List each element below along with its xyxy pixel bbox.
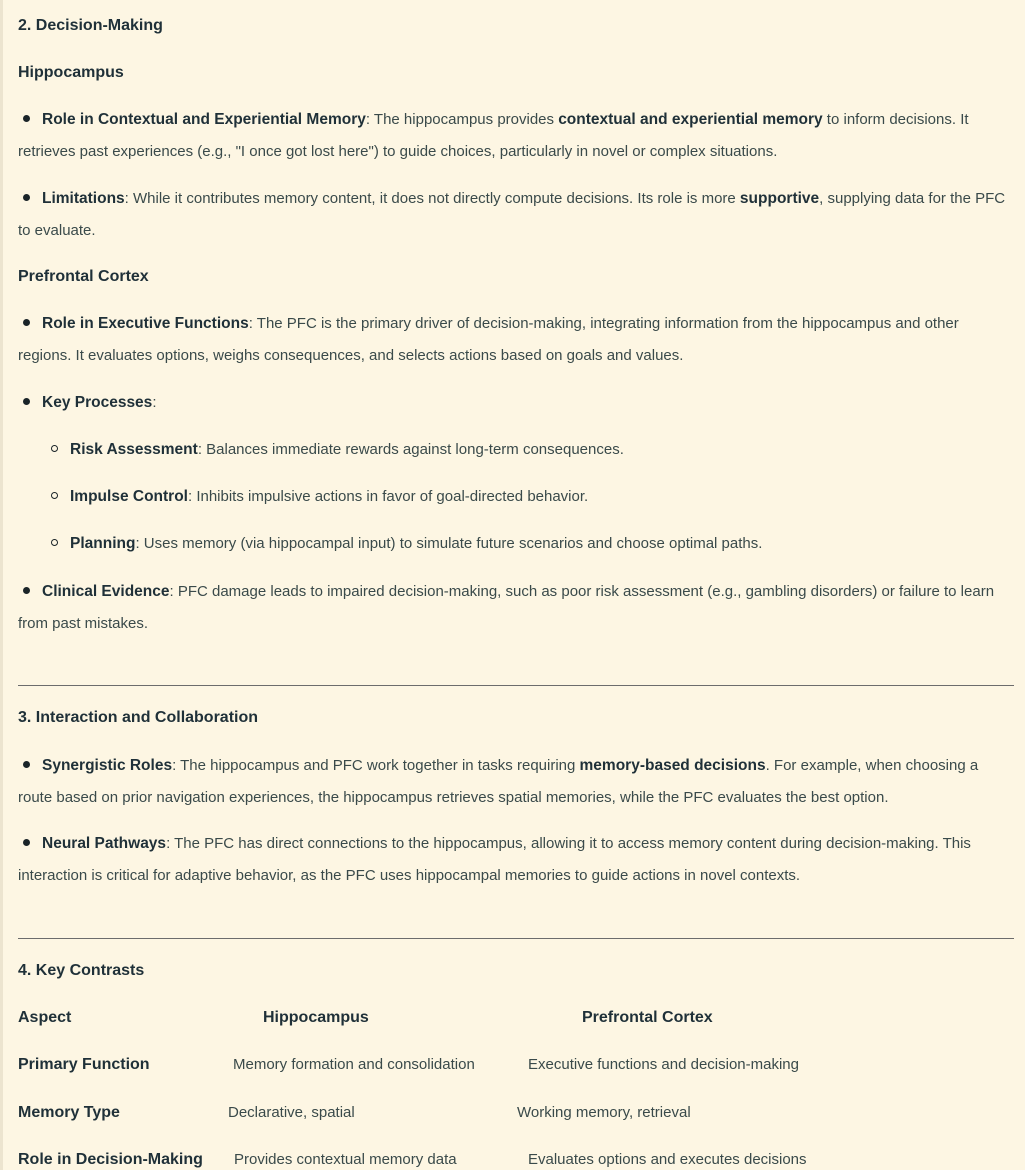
table-header-hippocampus: Hippocampus [263, 1009, 369, 1026]
bullet-icon [23, 761, 30, 768]
circle-bullet-icon [51, 445, 58, 452]
sub-item-text: : Uses memory (via hippocampal input) to simulate future scenarios and choose optimal paths. [135, 535, 763, 552]
bullet-icon [23, 587, 30, 594]
section-3-title: 3. Interaction and Collaboration [18, 709, 259, 726]
bullet-icon [23, 319, 30, 326]
sub-item-label: Impulse Control [70, 488, 188, 505]
item-label: Key Processes [42, 394, 153, 411]
sub-item-label: Risk Assessment [70, 441, 198, 458]
sub-list-item [51, 486, 588, 508]
sub-item-text: : Inhibits impulsive actions in favor of goal-directed behavior. [187, 488, 589, 505]
item-emphasis: supportive [739, 190, 820, 207]
hippocampus-heading: Hippocampus [18, 64, 124, 81]
item-label: Neural Pathways [42, 835, 167, 852]
table-row-label: Memory Type [18, 1104, 120, 1121]
bullet-icon [23, 839, 30, 846]
item-label: Role in Executive Functions [42, 315, 249, 332]
sub-list-item [51, 439, 624, 461]
table-cell: Declarative, spatial [228, 1104, 355, 1121]
bullet-icon [23, 398, 30, 405]
sub-list-item [51, 533, 762, 555]
bullet-icon [23, 194, 30, 201]
circle-bullet-icon [51, 539, 58, 546]
item-emphasis: contextual and experiential memory [558, 111, 823, 128]
item-label: Role in Contextual and Experiential Memory [42, 111, 366, 128]
table-row-label: Primary Function [18, 1056, 150, 1073]
list-item [18, 387, 1008, 419]
table-row-label: Role in Decision-Making [18, 1151, 203, 1168]
item-text: , supplying data for the PFC to evaluate. [18, 190, 1006, 239]
item-text: : The PFC has direct connections to the hippocampus, allowing it to access memory content during decision-making. This interaction is critical for adaptive behavior, as the PFC uses hippocampal memories to guide actions in novel contexts. [18, 835, 971, 884]
sub-item-text: : Balances immediate rewards against long-term consequences. [197, 441, 624, 458]
list-item [18, 104, 1008, 168]
item-text: : [152, 394, 157, 411]
table-header-pfc: Prefrontal Cortex [582, 1009, 713, 1026]
list-item [18, 828, 1008, 892]
table-header-aspect: Aspect [18, 1009, 72, 1026]
list-item [18, 308, 1008, 372]
item-text: : While it contributes memory content, it does not directly compute decisions. Its role is more [124, 190, 740, 207]
item-label: Limitations [42, 190, 125, 207]
item-text: : The hippocampus provides [365, 111, 559, 128]
item-text: to inform decisions. It retrieves past experiences (e.g., "I once got lost here") to guide choices, particularly in novel or complex situations. [18, 111, 969, 160]
item-label: Clinical Evidence [42, 583, 170, 600]
pfc-heading: Prefrontal Cortex [18, 268, 149, 285]
table-cell: Memory formation and consolidation [233, 1056, 475, 1073]
divider [18, 938, 1014, 939]
list-item [18, 576, 1008, 640]
bullet-icon [23, 115, 30, 122]
section-4-title: 4. Key Contrasts [18, 962, 145, 979]
item-text: : PFC damage leads to impaired decision-making, such as poor risk assessment (e.g., gambling disorders) or failure to learn from past mistakes. [18, 583, 995, 632]
divider [18, 685, 1014, 686]
item-text: : The PFC is the primary driver of decision-making, integrating information from the hippocampus and other regions. It evaluates options, weighs consequences, and selects actions based on goals and values. [18, 315, 959, 364]
table-cell: Evaluates options and executes decisions [528, 1151, 807, 1168]
list-item [18, 183, 1008, 247]
circle-bullet-icon [51, 492, 58, 499]
table-cell: Provides contextual memory data [234, 1151, 457, 1168]
table-cell: Working memory, retrieval [517, 1104, 691, 1121]
item-text: . For example, when choosing a route based on prior navigation experiences, the hippocampus retrieves spatial memories, while the PFC evaluates the best option. [18, 757, 979, 806]
sub-item-label: Planning [70, 535, 136, 552]
table-cell: Executive functions and decision-making [528, 1056, 799, 1073]
section-2-title: 2. Decision-Making [18, 17, 163, 34]
item-text: : The hippocampus and PFC work together in tasks requiring [172, 757, 580, 774]
item-label: Synergistic Roles [42, 757, 173, 774]
list-item [18, 750, 1008, 814]
item-emphasis: memory-based decisions [579, 757, 766, 774]
